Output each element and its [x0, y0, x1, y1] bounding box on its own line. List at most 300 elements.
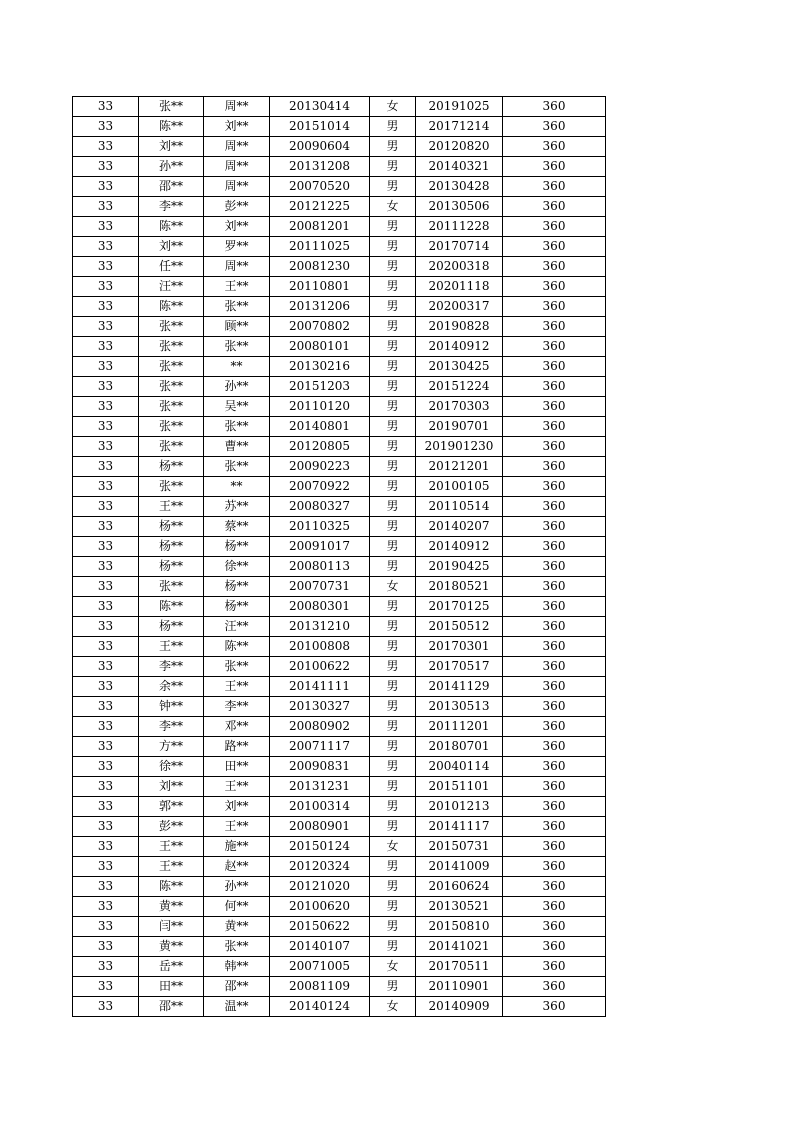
code-cell: 33	[73, 957, 139, 977]
amount-cell: 360	[503, 177, 606, 197]
gender-cell: 男	[370, 397, 416, 417]
gender-cell: 男	[370, 817, 416, 837]
date-a-cell: 20080101	[270, 337, 370, 357]
date-b-cell: 20200318	[416, 257, 503, 277]
amount-cell: 360	[503, 677, 606, 697]
table-row	[73, 137, 606, 157]
code-cell: 33	[73, 237, 139, 257]
date-b-cell: 20141009	[416, 857, 503, 877]
date-a-cell: 20121020	[270, 877, 370, 897]
table-row	[73, 457, 606, 477]
name-a-cell: 闫**	[139, 917, 204, 937]
gender-cell: 男	[370, 657, 416, 677]
date-b-cell: 20111228	[416, 217, 503, 237]
amount-cell: 360	[503, 497, 606, 517]
name-b-cell: 杨**	[204, 537, 270, 557]
gender-cell: 男	[370, 917, 416, 937]
table-row	[73, 577, 606, 597]
date-a-cell: 20130327	[270, 697, 370, 717]
amount-cell: 360	[503, 757, 606, 777]
name-b-cell: 徐**	[204, 557, 270, 577]
code-cell: 33	[73, 97, 139, 117]
gender-cell: 男	[370, 777, 416, 797]
table-row	[73, 837, 606, 857]
name-b-cell: 王**	[204, 677, 270, 697]
gender-cell: 男	[370, 137, 416, 157]
date-b-cell: 20140207	[416, 517, 503, 537]
code-cell: 33	[73, 517, 139, 537]
gender-cell: 男	[370, 457, 416, 477]
gender-cell: 男	[370, 637, 416, 657]
amount-cell: 360	[503, 937, 606, 957]
table-row	[73, 997, 606, 1017]
name-b-cell: 李**	[204, 697, 270, 717]
code-cell: 33	[73, 497, 139, 517]
name-b-cell: 彭**	[204, 197, 270, 217]
table-row	[73, 517, 606, 537]
date-b-cell: 20130513	[416, 697, 503, 717]
name-a-cell: 张**	[139, 97, 204, 117]
gender-cell: 男	[370, 517, 416, 537]
code-cell: 33	[73, 637, 139, 657]
name-b-cell: 杨**	[204, 577, 270, 597]
amount-cell: 360	[503, 977, 606, 997]
table-row	[73, 537, 606, 557]
gender-cell: 男	[370, 277, 416, 297]
gender-cell: 男	[370, 677, 416, 697]
date-a-cell: 20090223	[270, 457, 370, 477]
name-a-cell: 邵**	[139, 177, 204, 197]
name-b-cell: 张**	[204, 657, 270, 677]
gender-cell: 男	[370, 977, 416, 997]
name-a-cell: 孙**	[139, 157, 204, 177]
date-b-cell: 20130425	[416, 357, 503, 377]
amount-cell: 360	[503, 337, 606, 357]
amount-cell: 360	[503, 637, 606, 657]
table-row	[73, 297, 606, 317]
code-cell: 33	[73, 317, 139, 337]
name-b-cell: 邓**	[204, 717, 270, 737]
code-cell: 33	[73, 257, 139, 277]
name-b-cell: 路**	[204, 737, 270, 757]
gender-cell: 男	[370, 717, 416, 737]
amount-cell: 360	[503, 277, 606, 297]
code-cell: 33	[73, 157, 139, 177]
gender-cell: 女	[370, 197, 416, 217]
amount-cell: 360	[503, 97, 606, 117]
gender-cell: 女	[370, 837, 416, 857]
code-cell: 33	[73, 777, 139, 797]
name-b-cell: 王**	[204, 777, 270, 797]
name-b-cell: 王**	[204, 277, 270, 297]
table-row	[73, 317, 606, 337]
name-a-cell: 陈**	[139, 117, 204, 137]
amount-cell: 360	[503, 717, 606, 737]
date-b-cell: 20170125	[416, 597, 503, 617]
amount-cell: 360	[503, 117, 606, 137]
code-cell: 33	[73, 537, 139, 557]
table-row	[73, 877, 606, 897]
date-a-cell: 20140107	[270, 937, 370, 957]
name-a-cell: 陈**	[139, 297, 204, 317]
gender-cell: 男	[370, 537, 416, 557]
gender-cell: 男	[370, 317, 416, 337]
table-row	[73, 397, 606, 417]
date-a-cell: 20071117	[270, 737, 370, 757]
amount-cell: 360	[503, 777, 606, 797]
gender-cell: 男	[370, 217, 416, 237]
name-a-cell: 张**	[139, 477, 204, 497]
name-b-cell: 何**	[204, 897, 270, 917]
amount-cell: 360	[503, 617, 606, 637]
date-a-cell: 20071005	[270, 957, 370, 977]
date-b-cell: 20170303	[416, 397, 503, 417]
date-b-cell: 20141129	[416, 677, 503, 697]
gender-cell: 男	[370, 857, 416, 877]
amount-cell: 360	[503, 217, 606, 237]
table-row	[73, 777, 606, 797]
code-cell: 33	[73, 837, 139, 857]
gender-cell: 男	[370, 437, 416, 457]
code-cell: 33	[73, 897, 139, 917]
name-b-cell: 孙**	[204, 377, 270, 397]
code-cell: 33	[73, 817, 139, 837]
name-b-cell: 吴**	[204, 397, 270, 417]
code-cell: 33	[73, 577, 139, 597]
date-b-cell: 20140909	[416, 997, 503, 1017]
name-a-cell: 王**	[139, 837, 204, 857]
table-row	[73, 617, 606, 637]
name-a-cell: 岳**	[139, 957, 204, 977]
date-b-cell: 20101213	[416, 797, 503, 817]
amount-cell: 360	[503, 257, 606, 277]
code-cell: 33	[73, 557, 139, 577]
name-a-cell: 汪**	[139, 277, 204, 297]
name-b-cell: 陈**	[204, 637, 270, 657]
date-a-cell: 20140124	[270, 997, 370, 1017]
date-a-cell: 20080301	[270, 597, 370, 617]
name-b-cell: 汪**	[204, 617, 270, 637]
table-row	[73, 97, 606, 117]
code-cell: 33	[73, 457, 139, 477]
date-b-cell: 20180701	[416, 737, 503, 757]
name-b-cell: 刘**	[204, 117, 270, 137]
table-row	[73, 797, 606, 817]
date-a-cell: 20100808	[270, 637, 370, 657]
code-cell: 33	[73, 917, 139, 937]
name-a-cell: 李**	[139, 657, 204, 677]
table-row	[73, 197, 606, 217]
code-cell: 33	[73, 657, 139, 677]
gender-cell: 男	[370, 177, 416, 197]
date-a-cell: 20110801	[270, 277, 370, 297]
gender-cell: 男	[370, 417, 416, 437]
name-b-cell: 周**	[204, 97, 270, 117]
date-a-cell: 20110325	[270, 517, 370, 537]
date-a-cell: 20080901	[270, 817, 370, 837]
gender-cell: 男	[370, 617, 416, 637]
amount-cell: 360	[503, 597, 606, 617]
name-b-cell: 韩**	[204, 957, 270, 977]
name-a-cell: 王**	[139, 497, 204, 517]
name-a-cell: 钟**	[139, 697, 204, 717]
code-cell: 33	[73, 717, 139, 737]
date-a-cell: 20131210	[270, 617, 370, 637]
table-row	[73, 497, 606, 517]
date-b-cell: 20120820	[416, 137, 503, 157]
table-row	[73, 357, 606, 377]
amount-cell: 360	[503, 857, 606, 877]
date-a-cell: 20150124	[270, 837, 370, 857]
date-a-cell: 20080327	[270, 497, 370, 517]
gender-cell: 女	[370, 997, 416, 1017]
date-b-cell: 20160624	[416, 877, 503, 897]
gender-cell: 男	[370, 237, 416, 257]
gender-cell: 男	[370, 117, 416, 137]
gender-cell: 男	[370, 297, 416, 317]
table-body	[73, 97, 606, 1017]
table-row	[73, 157, 606, 177]
table-row	[73, 937, 606, 957]
table-row	[73, 677, 606, 697]
date-b-cell: 20180521	[416, 577, 503, 597]
date-b-cell: 20040114	[416, 757, 503, 777]
table-row	[73, 237, 606, 257]
amount-cell: 360	[503, 537, 606, 557]
name-b-cell: 王**	[204, 817, 270, 837]
amount-cell: 360	[503, 897, 606, 917]
amount-cell: 360	[503, 417, 606, 437]
name-a-cell: 杨**	[139, 557, 204, 577]
name-a-cell: 杨**	[139, 457, 204, 477]
name-a-cell: 黄**	[139, 897, 204, 917]
name-b-cell: 孙**	[204, 877, 270, 897]
date-a-cell: 20081109	[270, 977, 370, 997]
date-b-cell: 20140912	[416, 337, 503, 357]
date-a-cell: 20131231	[270, 777, 370, 797]
name-a-cell: 刘**	[139, 137, 204, 157]
code-cell: 33	[73, 737, 139, 757]
amount-cell: 360	[503, 457, 606, 477]
code-cell: 33	[73, 197, 139, 217]
date-a-cell: 20080113	[270, 557, 370, 577]
name-b-cell: 周**	[204, 157, 270, 177]
name-b-cell: 施**	[204, 837, 270, 857]
name-a-cell: 彭**	[139, 817, 204, 837]
gender-cell: 男	[370, 257, 416, 277]
date-a-cell: 20091017	[270, 537, 370, 557]
date-a-cell: 20130216	[270, 357, 370, 377]
name-b-cell: 张**	[204, 297, 270, 317]
amount-cell: 360	[503, 797, 606, 817]
date-b-cell: 20110901	[416, 977, 503, 997]
table-row	[73, 557, 606, 577]
gender-cell: 男	[370, 337, 416, 357]
gender-cell: 男	[370, 897, 416, 917]
date-a-cell: 20070520	[270, 177, 370, 197]
name-b-cell: 张**	[204, 457, 270, 477]
date-a-cell: 20140801	[270, 417, 370, 437]
name-a-cell: 陈**	[139, 217, 204, 237]
date-a-cell: 20151203	[270, 377, 370, 397]
table-row	[73, 597, 606, 617]
name-a-cell: 陈**	[139, 877, 204, 897]
table-row	[73, 917, 606, 937]
amount-cell: 360	[503, 357, 606, 377]
date-a-cell: 20070731	[270, 577, 370, 597]
amount-cell: 360	[503, 957, 606, 977]
name-b-cell: 张**	[204, 417, 270, 437]
date-a-cell: 20131206	[270, 297, 370, 317]
name-a-cell: 黄**	[139, 937, 204, 957]
code-cell: 33	[73, 877, 139, 897]
name-b-cell: 曹**	[204, 437, 270, 457]
table-row	[73, 657, 606, 677]
date-b-cell: 20170714	[416, 237, 503, 257]
gender-cell: 男	[370, 797, 416, 817]
code-cell: 33	[73, 397, 139, 417]
table-row	[73, 717, 606, 737]
amount-cell: 360	[503, 557, 606, 577]
date-a-cell: 20150622	[270, 917, 370, 937]
date-a-cell: 20111025	[270, 237, 370, 257]
name-b-cell: 蔡**	[204, 517, 270, 537]
name-a-cell: 刘**	[139, 237, 204, 257]
gender-cell: 男	[370, 737, 416, 757]
table-row	[73, 757, 606, 777]
code-cell: 33	[73, 937, 139, 957]
name-b-cell: 苏**	[204, 497, 270, 517]
name-b-cell: 张**	[204, 937, 270, 957]
code-cell: 33	[73, 217, 139, 237]
name-a-cell: 张**	[139, 337, 204, 357]
amount-cell: 360	[503, 657, 606, 677]
table-row	[73, 257, 606, 277]
date-a-cell: 20090604	[270, 137, 370, 157]
gender-cell: 男	[370, 157, 416, 177]
date-a-cell: 20081230	[270, 257, 370, 277]
table-row	[73, 897, 606, 917]
name-a-cell: 张**	[139, 577, 204, 597]
table-row	[73, 217, 606, 237]
name-b-cell: 杨**	[204, 597, 270, 617]
name-b-cell: 周**	[204, 137, 270, 157]
date-a-cell: 20080902	[270, 717, 370, 737]
name-b-cell: 刘**	[204, 217, 270, 237]
amount-cell: 360	[503, 137, 606, 157]
name-b-cell: 顾**	[204, 317, 270, 337]
date-b-cell: 20170301	[416, 637, 503, 657]
code-cell: 33	[73, 417, 139, 437]
date-b-cell: 20191025	[416, 97, 503, 117]
date-a-cell: 20120324	[270, 857, 370, 877]
date-b-cell: 20150810	[416, 917, 503, 937]
name-b-cell: **	[204, 357, 270, 377]
date-b-cell: 20140321	[416, 157, 503, 177]
date-b-cell: 20130428	[416, 177, 503, 197]
code-cell: 33	[73, 477, 139, 497]
name-b-cell: 邵**	[204, 977, 270, 997]
date-a-cell: 20070922	[270, 477, 370, 497]
gender-cell: 男	[370, 377, 416, 397]
name-b-cell: 罗**	[204, 237, 270, 257]
date-a-cell: 20081201	[270, 217, 370, 237]
table-row	[73, 737, 606, 757]
gender-cell: 男	[370, 497, 416, 517]
name-b-cell: 田**	[204, 757, 270, 777]
date-a-cell: 20121225	[270, 197, 370, 217]
name-b-cell: 温**	[204, 997, 270, 1017]
name-a-cell: 张**	[139, 357, 204, 377]
code-cell: 33	[73, 697, 139, 717]
date-b-cell: 20200317	[416, 297, 503, 317]
name-b-cell: 黄**	[204, 917, 270, 937]
date-b-cell: 20150512	[416, 617, 503, 637]
amount-cell: 360	[503, 317, 606, 337]
code-cell: 33	[73, 997, 139, 1017]
code-cell: 33	[73, 277, 139, 297]
date-b-cell: 20170517	[416, 657, 503, 677]
table-row	[73, 417, 606, 437]
date-b-cell: 20121201	[416, 457, 503, 477]
code-cell: 33	[73, 337, 139, 357]
date-b-cell: 20140912	[416, 537, 503, 557]
name-a-cell: 余**	[139, 677, 204, 697]
date-b-cell: 20201118	[416, 277, 503, 297]
table-row	[73, 817, 606, 837]
table-row	[73, 477, 606, 497]
name-a-cell: 李**	[139, 717, 204, 737]
date-a-cell: 20131208	[270, 157, 370, 177]
gender-cell: 男	[370, 697, 416, 717]
table-row	[73, 337, 606, 357]
amount-cell: 360	[503, 817, 606, 837]
code-cell: 33	[73, 137, 139, 157]
date-b-cell: 20141021	[416, 937, 503, 957]
date-b-cell: 20151224	[416, 377, 503, 397]
date-b-cell: 20151101	[416, 777, 503, 797]
date-b-cell: 20190425	[416, 557, 503, 577]
name-a-cell: 刘**	[139, 777, 204, 797]
gender-cell: 男	[370, 597, 416, 617]
date-b-cell: 20170511	[416, 957, 503, 977]
name-a-cell: 张**	[139, 397, 204, 417]
code-cell: 33	[73, 117, 139, 137]
table-row	[73, 637, 606, 657]
name-a-cell: 邵**	[139, 997, 204, 1017]
date-a-cell: 20141111	[270, 677, 370, 697]
table-row	[73, 277, 606, 297]
code-cell: 33	[73, 437, 139, 457]
table-row	[73, 977, 606, 997]
code-cell: 33	[73, 677, 139, 697]
date-a-cell: 20100314	[270, 797, 370, 817]
name-b-cell: 刘**	[204, 797, 270, 817]
table-row	[73, 177, 606, 197]
date-b-cell: 20141117	[416, 817, 503, 837]
date-a-cell: 20110120	[270, 397, 370, 417]
date-b-cell: 20100105	[416, 477, 503, 497]
date-b-cell: 201901230	[416, 437, 503, 457]
amount-cell: 360	[503, 577, 606, 597]
date-a-cell: 20130414	[270, 97, 370, 117]
name-b-cell: 赵**	[204, 857, 270, 877]
name-a-cell: 张**	[139, 317, 204, 337]
amount-cell: 360	[503, 297, 606, 317]
name-a-cell: 徐**	[139, 757, 204, 777]
gender-cell: 男	[370, 557, 416, 577]
gender-cell: 男	[370, 937, 416, 957]
